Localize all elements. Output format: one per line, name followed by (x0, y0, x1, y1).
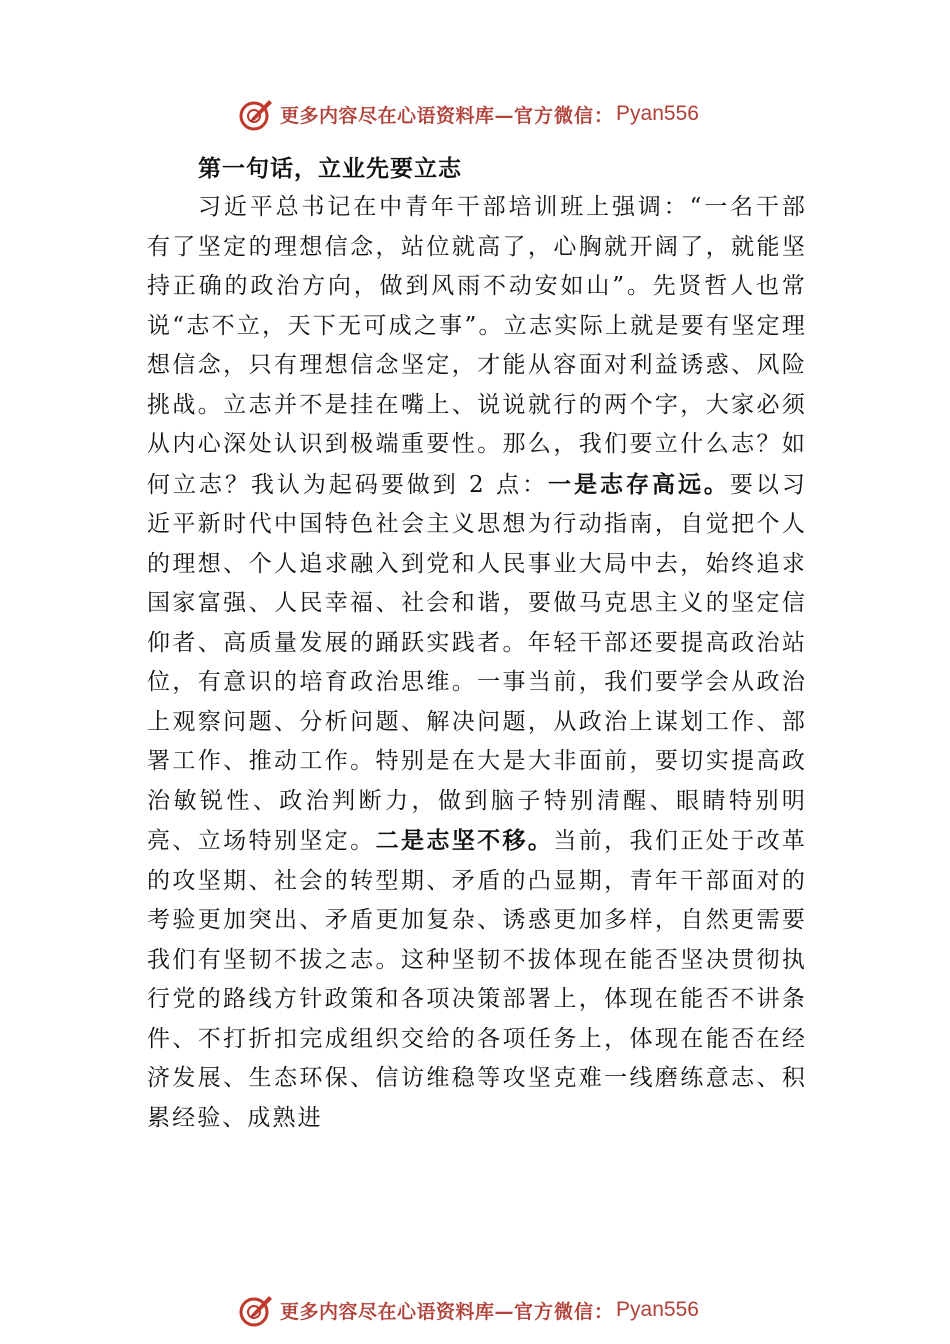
section-heading: 第一句话，立业先要立志 (198, 155, 462, 182)
footer-wechat-id: Pyan556 (616, 1298, 699, 1321)
pen-logo-icon (238, 1292, 274, 1328)
pen-logo-icon (238, 96, 274, 132)
footer-banner-title: 更多内容尽在心语资料库— (280, 1300, 515, 1323)
bold-point-1: 一是志存高远。 (548, 470, 730, 498)
header-banner (238, 94, 699, 134)
banner-wechat-id: Pyan556 (616, 102, 699, 125)
paragraph-text-1: 习近平总书记在中青年干部培训班上强调：“一名干部有了坚定的理想信念，站位就高了，心胸就开阔了，就能坚持正确的政治方向，做到风雨不动安如山”。先贤哲人也常说“志不立，天下无可成之事”。立志实际上就是要有坚定理想信念，只有理想信念坚定，才能从容面对利益诱惑、风险挑战。立志并不是挂在嘴上、说说就行的两个字，大家必须从内心深处认识到极端重要性。那么，我们要立什么志？如何立志？我认为起码要做到 2 点： (147, 194, 807, 498)
footer-banner (238, 1290, 699, 1330)
footer-wechat-label: 官方微信： (514, 1300, 615, 1323)
paragraph-text-3: 当前，我们正处于改革的攻坚期、社会的转型期、矛盾的凸显期，青年干部面对的考验更加突出、矛盾更加复杂、诱惑更加多样，自然更需要我们有坚韧不拔之志。这种坚韧不拔体现在能否坚决贯彻执行党的路线方针政策和各项决策部署上，体现在能否不讲条件、不打折扣完成组织交给的各项任务上，体现在能否在经济发展、生态环保、信访维稳等攻坚克难一线磨练意志、积累经验、成熟进 (147, 828, 808, 1131)
banner-wechat-label: 官方微信： (514, 104, 615, 127)
paragraph-text-2: 要以习近平新时代中国特色社会主义思想为行动指南，自觉把个人的理想、个人追求融入到党和人民事业大局中去，始终追求国家富强、人民幸福、社会和谐，要做马克思主义的坚定信仰者、高质量发展的踊跃实践者。年轻干部还要提高政治站位，有意识的培育政治思维。一事当前，我们要学会从政治上观察问题、分析问题、解决问题，从政治上谋划工作、部署工作、推动工作。特别是在大是大非面前，要切实提高政治敏锐性、政治判断力，做到脑子特别清醒、眼睛特别明亮、立场特别坚定。 (147, 471, 807, 854)
bold-point-2: 二是志坚不移。 (375, 827, 554, 854)
banner-title: 更多内容尽在心语资料库— (280, 104, 515, 127)
body-paragraph (147, 188, 807, 1138)
